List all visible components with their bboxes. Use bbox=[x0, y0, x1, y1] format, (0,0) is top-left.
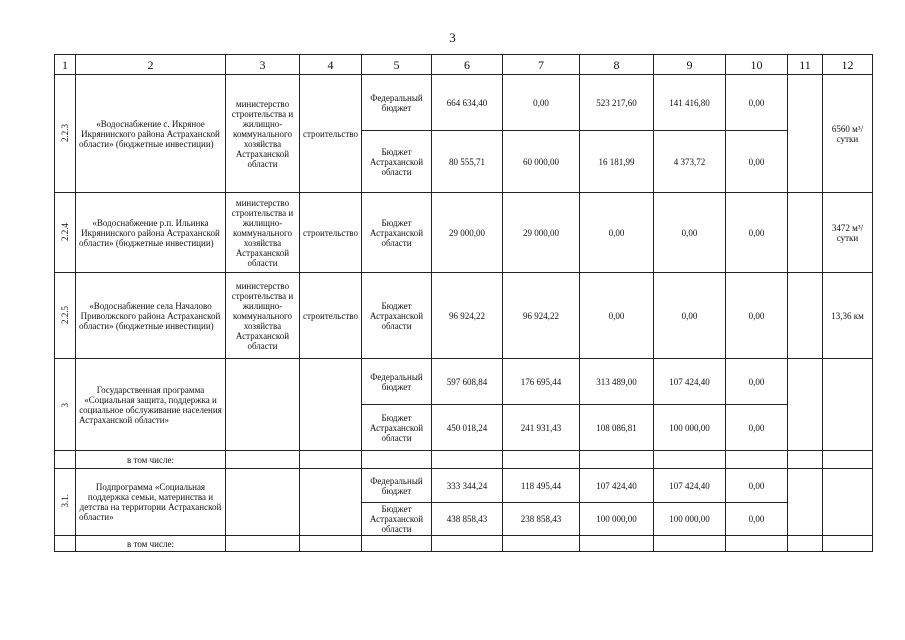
value-col8: 313 489,00 bbox=[580, 359, 654, 405]
value-col9: 100 000,00 bbox=[654, 405, 726, 451]
value-col6: 597 608,84 bbox=[432, 359, 503, 405]
value-col8: 16 181,99 bbox=[580, 131, 654, 193]
funding-source: Федеральный бюджет bbox=[362, 75, 432, 131]
page-number: 3 bbox=[449, 30, 456, 45]
empty-col11 bbox=[788, 469, 823, 536]
value-col10: 0,00 bbox=[726, 359, 788, 405]
value-col9: 4 373,72 bbox=[654, 131, 726, 193]
row-number: 2.2.4 bbox=[60, 222, 70, 241]
value-col10: 0,00 bbox=[726, 503, 788, 536]
table-row bbox=[55, 273, 873, 359]
event-name: «Водоснабжение р.п. Ильинка Икрянинского района Астраханской области» (бюджетные инвестиции) bbox=[76, 193, 226, 273]
executor: министерство строительства и жилищно-коммунального хозяйства Астраханской области bbox=[226, 75, 300, 193]
value-col9: 0,00 bbox=[654, 273, 726, 359]
value-col6: 96 924,22 bbox=[432, 273, 503, 359]
value-col6: 333 344,24 bbox=[432, 469, 503, 503]
col-header-5: 5 bbox=[362, 55, 432, 75]
col-header-3: 3 bbox=[226, 55, 300, 75]
value-col10: 0,00 bbox=[726, 75, 788, 131]
funding-source: Бюджет Астраханской области bbox=[362, 193, 432, 273]
capacity: 13,36 км bbox=[823, 273, 873, 359]
capacity: 3472 м³/ сутки bbox=[823, 193, 873, 273]
col-header-1: 1 bbox=[55, 55, 76, 75]
program-name: Государственная программа «Социальная защита, поддержка и социальное обслуживание населения Астраханской области» bbox=[76, 359, 226, 451]
value-col6: 450 018,24 bbox=[432, 405, 503, 451]
value-col9: 0,00 bbox=[654, 193, 726, 273]
direction: строительство bbox=[300, 75, 362, 193]
value-col9: 107 424,40 bbox=[654, 469, 726, 503]
value-col8: 523 217,60 bbox=[580, 75, 654, 131]
including-label: в том числе: bbox=[76, 536, 226, 552]
funding-source: Федеральный бюджет bbox=[362, 359, 432, 405]
table-row bbox=[55, 193, 873, 273]
subprogram-name: Подпрограмма «Социальная поддержка семьи, материнства и детства на территории Астраханской области» bbox=[76, 469, 226, 536]
value-col9: 107 424,40 bbox=[654, 359, 726, 405]
value-col6: 664 634,40 bbox=[432, 75, 503, 131]
row-number-cell bbox=[55, 273, 76, 359]
value-col9: 100 000,00 bbox=[654, 503, 726, 536]
direction bbox=[300, 359, 362, 451]
empty-col12 bbox=[823, 469, 873, 536]
col-header-9: 9 bbox=[654, 55, 726, 75]
value-col8: 0,00 bbox=[580, 193, 654, 273]
including-label: в том числе: bbox=[76, 451, 226, 469]
value-col6: 438 858,43 bbox=[432, 503, 503, 536]
direction: строительство bbox=[300, 273, 362, 359]
table-row bbox=[55, 75, 873, 131]
table-row bbox=[55, 359, 873, 405]
col-header-7: 7 bbox=[503, 55, 580, 75]
table-row bbox=[55, 536, 873, 552]
row-number: 3.1. bbox=[60, 494, 70, 508]
executor: министерство строительства и жилищно-коммунального хозяйства Астраханской области bbox=[226, 193, 300, 273]
funding-source: Бюджет Астраханской области bbox=[362, 405, 432, 451]
value-col7: 29 000,00 bbox=[503, 193, 580, 273]
executor bbox=[226, 359, 300, 451]
row-number-cell bbox=[55, 193, 76, 273]
direction: строительство bbox=[300, 193, 362, 273]
table-row bbox=[55, 469, 873, 503]
value-col6: 29 000,00 bbox=[432, 193, 503, 273]
empty-col12 bbox=[823, 359, 873, 451]
value-col10: 0,00 bbox=[726, 273, 788, 359]
value-col8: 100 000,00 bbox=[580, 503, 654, 536]
budget-table bbox=[54, 54, 873, 552]
funding-source: Бюджет Астраханской области bbox=[362, 273, 432, 359]
value-col8: 108 086,81 bbox=[580, 405, 654, 451]
header-row bbox=[55, 55, 873, 75]
value-col7: 60 000,00 bbox=[503, 131, 580, 193]
empty-col11 bbox=[788, 75, 823, 193]
col-header-2: 2 bbox=[76, 55, 226, 75]
capacity: 6560 м³/ сутки bbox=[823, 75, 873, 193]
value-col7: 241 931,43 bbox=[503, 405, 580, 451]
col-header-11: 11 bbox=[788, 55, 823, 75]
col-header-8: 8 bbox=[580, 55, 654, 75]
row-number-cell bbox=[55, 75, 76, 193]
row-number: 2.2.5 bbox=[60, 305, 70, 324]
value-col6: 80 555,71 bbox=[432, 131, 503, 193]
empty-col11 bbox=[788, 193, 823, 273]
col-header-4: 4 bbox=[300, 55, 362, 75]
value-col7: 118 495,44 bbox=[503, 469, 580, 503]
executor: министерство строительства и жилищно-коммунального хозяйства Астраханской области bbox=[226, 273, 300, 359]
row-number: 2.2.3 bbox=[60, 123, 70, 142]
value-col8: 107 424,40 bbox=[580, 469, 654, 503]
value-col10: 0,00 bbox=[726, 131, 788, 193]
col-header-10: 10 bbox=[726, 55, 788, 75]
direction bbox=[300, 469, 362, 536]
value-col9: 141 416,80 bbox=[654, 75, 726, 131]
col-header-6: 6 bbox=[432, 55, 503, 75]
row-number-cell bbox=[55, 359, 76, 451]
empty-col11 bbox=[788, 273, 823, 359]
value-col10: 0,00 bbox=[726, 405, 788, 451]
empty-col11 bbox=[788, 359, 823, 451]
value-col7: 96 924,22 bbox=[503, 273, 580, 359]
col-header-12: 12 bbox=[823, 55, 873, 75]
event-name: «Водоснабжение села Началово Приволжского района Астраханской области» (бюджетные инвестиции) bbox=[76, 273, 226, 359]
value-col7: 0,00 bbox=[503, 75, 580, 131]
row-number-cell bbox=[55, 469, 76, 536]
event-name: «Водоснабжение с. Икряное Икрянинского района Астраханской области» (бюджетные инвестиции) bbox=[76, 75, 226, 193]
value-col7: 238 858,43 bbox=[503, 503, 580, 536]
funding-source: Бюджет Астраханской области bbox=[362, 131, 432, 193]
executor bbox=[226, 469, 300, 536]
value-col10: 0,00 bbox=[726, 469, 788, 503]
row-number: 3 bbox=[60, 403, 70, 408]
value-col7: 176 695,44 bbox=[503, 359, 580, 405]
funding-source: Федеральный бюджет bbox=[362, 469, 432, 503]
funding-source: Бюджет Астраханской области bbox=[362, 503, 432, 536]
value-col10: 0,00 bbox=[726, 193, 788, 273]
value-col8: 0,00 bbox=[580, 273, 654, 359]
table-row bbox=[55, 451, 873, 469]
